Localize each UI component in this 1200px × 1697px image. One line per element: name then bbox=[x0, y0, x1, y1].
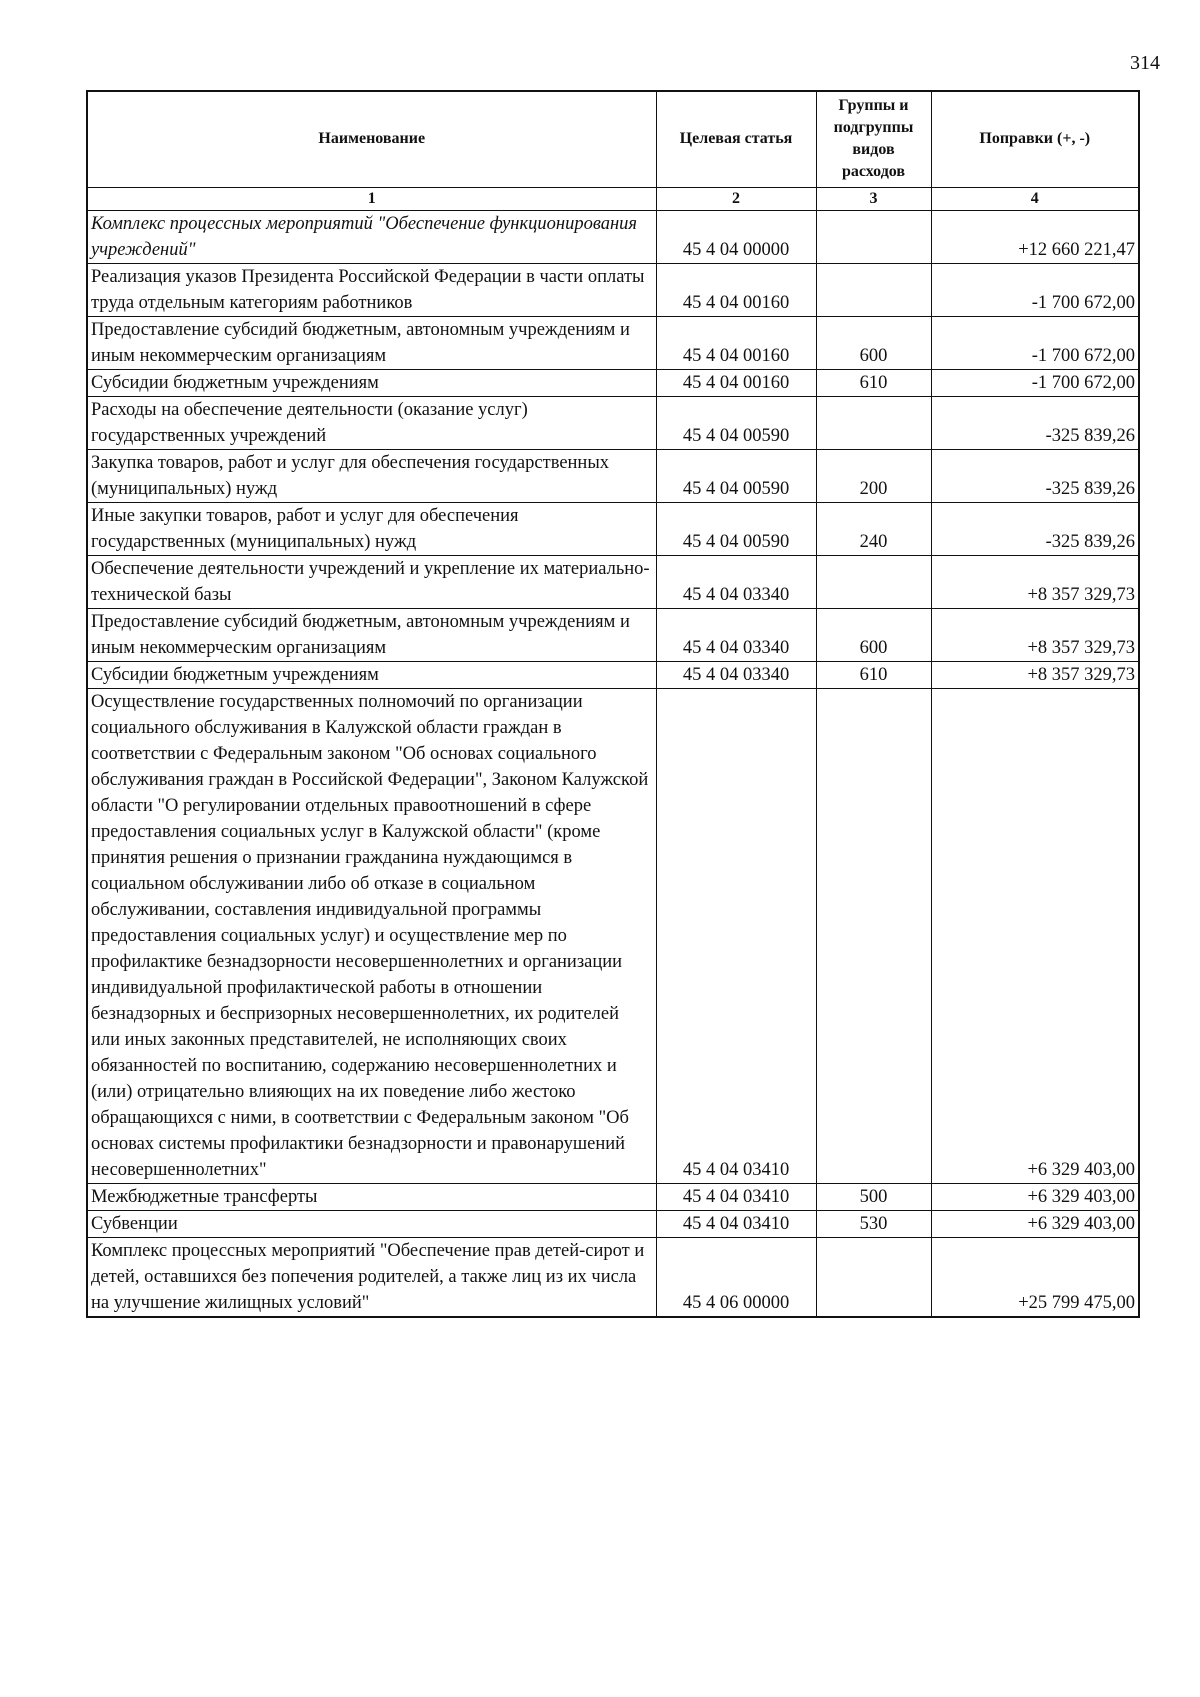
row-group bbox=[816, 688, 931, 1183]
row-amount: -325 839,26 bbox=[931, 502, 1139, 555]
row-group: 610 bbox=[816, 661, 931, 688]
table-row bbox=[87, 263, 1139, 316]
row-group: 600 bbox=[816, 608, 931, 661]
row-amount: +12 660 221,47 bbox=[931, 210, 1139, 263]
row-target: 45 4 04 00160 bbox=[656, 316, 816, 369]
row-amount: -1 700 672,00 bbox=[931, 369, 1139, 396]
row-name: Предоставление субсидий бюджетным, автономным учреждениям и иным некоммерческим организациям bbox=[87, 608, 656, 661]
table-row bbox=[87, 608, 1139, 661]
column-header-amount: Поправки (+, -) bbox=[931, 91, 1139, 187]
page-number: 314 bbox=[1130, 52, 1160, 74]
table-row bbox=[87, 661, 1139, 688]
row-group bbox=[816, 555, 931, 608]
row-name: Реализация указов Президента Российской Федерации в части оплаты труда отдельным категориям работников bbox=[87, 263, 656, 316]
row-name: Обеспечение деятельности учреждений и укрепление их материально-технической базы bbox=[87, 555, 656, 608]
row-group: 500 bbox=[816, 1183, 931, 1210]
column-number: 2 bbox=[656, 187, 816, 210]
row-target: 45 4 04 03340 bbox=[656, 661, 816, 688]
row-target: 45 4 04 00590 bbox=[656, 449, 816, 502]
row-name: Закупка товаров, работ и услуг для обеспечения государственных (муниципальных) нужд bbox=[87, 449, 656, 502]
row-amount: +8 357 329,73 bbox=[931, 608, 1139, 661]
row-amount: +25 799 475,00 bbox=[931, 1237, 1139, 1317]
row-target: 45 4 04 00590 bbox=[656, 396, 816, 449]
header-row bbox=[87, 91, 1139, 187]
row-group: 600 bbox=[816, 316, 931, 369]
row-target: 45 4 04 00160 bbox=[656, 263, 816, 316]
row-target: 45 4 04 03340 bbox=[656, 608, 816, 661]
row-group bbox=[816, 210, 931, 263]
row-target: 45 4 04 03410 bbox=[656, 1210, 816, 1237]
table-row bbox=[87, 1237, 1139, 1317]
table-row bbox=[87, 502, 1139, 555]
row-name: Иные закупки товаров, работ и услуг для обеспечения государственных (муниципальных) нужд bbox=[87, 502, 656, 555]
row-name: Комплекс процессных мероприятий "Обеспечение прав детей-сирот и детей, оставшихся без попечения родителей, а также лиц из их числа на улучшение жилищных условий" bbox=[87, 1237, 656, 1317]
row-group: 200 bbox=[816, 449, 931, 502]
row-amount: -325 839,26 bbox=[931, 396, 1139, 449]
row-name: Предоставление субсидий бюджетным, автономным учреждениям и иным некоммерческим организациям bbox=[87, 316, 656, 369]
budget-table bbox=[86, 90, 1140, 1318]
table-row bbox=[87, 369, 1139, 396]
column-header-target: Целевая статья bbox=[656, 91, 816, 187]
column-header-name: Наименование bbox=[87, 91, 656, 187]
row-amount: +6 329 403,00 bbox=[931, 1183, 1139, 1210]
table-row bbox=[87, 1210, 1139, 1237]
table-row bbox=[87, 688, 1139, 1183]
row-name: Субвенции bbox=[87, 1210, 656, 1237]
row-amount: +8 357 329,73 bbox=[931, 555, 1139, 608]
row-target: 45 4 04 00000 bbox=[656, 210, 816, 263]
row-group: 240 bbox=[816, 502, 931, 555]
row-group bbox=[816, 263, 931, 316]
table-row bbox=[87, 210, 1139, 263]
row-target: 45 4 04 00160 bbox=[656, 369, 816, 396]
table-row bbox=[87, 316, 1139, 369]
row-group: 530 bbox=[816, 1210, 931, 1237]
row-amount: -1 700 672,00 bbox=[931, 263, 1139, 316]
row-target: 45 4 04 03410 bbox=[656, 688, 816, 1183]
row-name: Осуществление государственных полномочий по организации социального обслуживания в Калужской области граждан в соответствии с Федеральным законом "Об основах социального обслуживания граждан в Российской Федерации", Законом Калужской области "О регулировании отдельных правоотношений в сфере предоставления социальных услуг в Калужской области" (кроме принятия решения о признании гражданина нуждающимся в социальном обслуживании либо об отказе в социальном обслуживании, составления индивидуальной программы предоставления социальных услуг) и осуществление мер по профилактике безнадзорности несовершеннолетних и организации индивидуальной профилактической работы в отношении безнадзорных и беспризорных несовершеннолетних, их родителей или иных законных представителей, не исполняющих своих обязанностей по воспитанию, содержанию несовершеннолетних и (или) отрицательно влияющих на их поведение либо жестоко обращающихся с ними, в соответствии с Федеральным законом "Об основах системы профилактики безнадзорности и правонарушений несовершеннолетних" bbox=[87, 688, 656, 1183]
row-name: Межбюджетные трансферты bbox=[87, 1183, 656, 1210]
column-number: 4 bbox=[931, 187, 1139, 210]
table-row bbox=[87, 396, 1139, 449]
column-header-group: Группы и подгруппы видов расходов bbox=[816, 91, 931, 187]
row-name: Расходы на обеспечение деятельности (оказание услуг) государственных учреждений bbox=[87, 396, 656, 449]
row-group bbox=[816, 1237, 931, 1317]
row-amount: -1 700 672,00 bbox=[931, 316, 1139, 369]
table-row bbox=[87, 555, 1139, 608]
row-target: 45 4 04 00590 bbox=[656, 502, 816, 555]
column-number: 3 bbox=[816, 187, 931, 210]
row-amount: +8 357 329,73 bbox=[931, 661, 1139, 688]
row-amount: +6 329 403,00 bbox=[931, 688, 1139, 1183]
numbering-row bbox=[87, 187, 1139, 210]
table-row bbox=[87, 1183, 1139, 1210]
row-group bbox=[816, 396, 931, 449]
row-amount: -325 839,26 bbox=[931, 449, 1139, 502]
row-group: 610 bbox=[816, 369, 931, 396]
column-number: 1 bbox=[87, 187, 656, 210]
row-target: 45 4 06 00000 bbox=[656, 1237, 816, 1317]
row-name: Комплекс процессных мероприятий "Обеспечение функционирования учреждений" bbox=[87, 210, 656, 263]
row-amount: +6 329 403,00 bbox=[931, 1210, 1139, 1237]
row-target: 45 4 04 03340 bbox=[656, 555, 816, 608]
table-row bbox=[87, 449, 1139, 502]
row-name: Субсидии бюджетным учреждениям bbox=[87, 661, 656, 688]
row-name: Субсидии бюджетным учреждениям bbox=[87, 369, 656, 396]
row-target: 45 4 04 03410 bbox=[656, 1183, 816, 1210]
